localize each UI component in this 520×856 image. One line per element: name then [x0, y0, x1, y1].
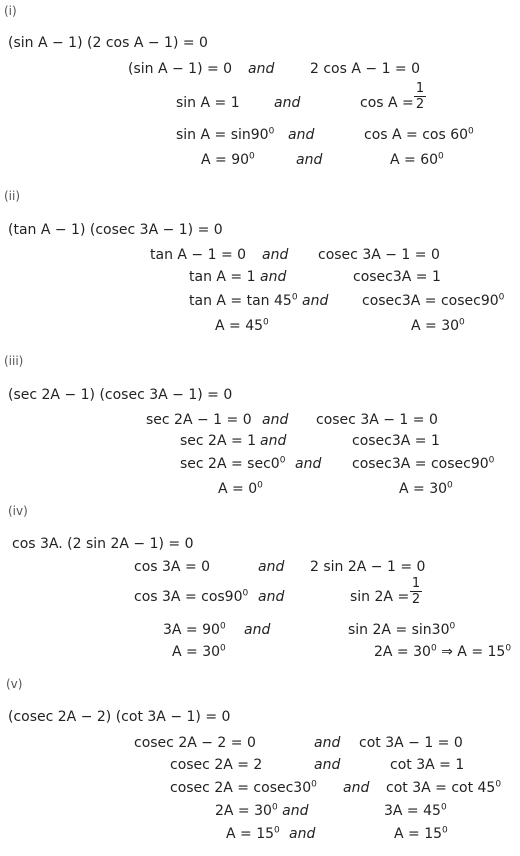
and-word: and [274, 95, 301, 111]
step-ii-right: cosec3A = 1 [353, 269, 441, 285]
step-ii-right: $cosec3A = cosec90^0$ [362, 292, 505, 309]
and-word: and [258, 559, 285, 575]
step-i-left: sin A = 1 [176, 95, 240, 111]
step-iii-left: sec 2A − 1 = 0 [146, 412, 252, 428]
and-word: and [296, 152, 323, 168]
step-i-right: 2 cos A − 1 = 0 [310, 61, 421, 77]
equation-i: (sin A − 1) (2 cos A − 1) = 0 [8, 35, 208, 51]
and-word: and [302, 293, 329, 309]
equation-ii: (tan A − 1) (cosec 3A − 1) = 0 [8, 222, 223, 238]
equation-iii: (sec 2A − 1) (cosec 3A − 1) = 0 [8, 387, 233, 403]
part-label-ii: (ii) [4, 189, 21, 203]
step-v-right: $\cot 3A = \cot 45^0$ [386, 779, 502, 796]
step-iv-right: sin 2A = [350, 589, 410, 605]
result-ii-left: $A = 45^0$ [215, 317, 269, 334]
step-iv-right: 2 sin 2A − 1 = 0 [310, 559, 426, 575]
step-v-left: $2A = 30^0$ and [215, 802, 309, 819]
step-v-left: cosec 2A = 2 [170, 757, 263, 773]
part-label-iii: (iii) [4, 354, 24, 368]
part-label-iv: (iv) [8, 504, 28, 518]
fraction-one-half: 1 2 [411, 576, 421, 607]
step-iv-right: $\sin 2A = \sin 30^0$ [348, 621, 456, 638]
step-iv-left: cos 3A = 0 [134, 559, 211, 575]
step-v-left: cosec $2A = cosec30^0$ [170, 779, 317, 796]
step-iii-right: cosec 3A − 1 = 0 [316, 412, 438, 428]
step-i-left: (sin A − 1) = 0 [128, 61, 233, 77]
result-iii-right: $A = 30^0$ [399, 480, 453, 497]
step-i-left: $\sin A = \sin 90^0$ [176, 126, 275, 143]
result-i-right: $A = 60^0$ [390, 151, 444, 168]
step-iii-right: $cosec3A = cosec90^0$ [352, 455, 495, 472]
step-i-right: $\cos A = \cos 60^0$ [364, 126, 474, 143]
step-ii-right: cosec 3A − 1 = 0 [318, 247, 440, 263]
step-iii-left: $\sec 2A = \sec 0^0$ [180, 455, 286, 472]
and-word: and [295, 456, 322, 472]
result-i-left: $A = 90^0$ [201, 151, 255, 168]
and-word: and [314, 757, 341, 773]
step-v-right: cot 3A = 1 [390, 757, 465, 773]
step-v-right: cot 3A − 1 = 0 [359, 735, 463, 751]
result-iv-left: $A = 30^0$ [172, 643, 226, 660]
fraction-one-half: 1 2 [415, 81, 425, 112]
step-iii-left: sec 2A = 1 [180, 433, 257, 449]
step-v-right: $3A = 45^0$ [384, 802, 447, 819]
step-iv-left: $3A = 90^0$ [163, 621, 226, 638]
and-word: and [260, 433, 287, 449]
equation-iv: cos 3A. (2 sin 2A − 1) = 0 [12, 536, 194, 552]
result-iii-left: $A = 0^0$ [218, 480, 263, 497]
step-iii-right: cosec3A = 1 [352, 433, 440, 449]
result-v-left: $A = 15^0$ [226, 825, 280, 842]
part-label-i: (i) [4, 4, 17, 18]
and-word: and [288, 127, 315, 143]
step-v-left: cosec 2A − 2 = 0 [134, 735, 256, 751]
equation-v: (cosec 2A − 2) (cot 3A − 1) = 0 [8, 709, 231, 725]
step-ii-left: tan A = 1 [189, 269, 256, 285]
step-iv-left: $\cos 3A = \cos 90^0$ [134, 588, 249, 605]
and-word: and [343, 780, 370, 796]
result-iv-right: $2A = 30^0$ ⇒ $A = 15^0$ [374, 643, 512, 660]
and-word: and [262, 412, 289, 428]
and-word: and [244, 622, 271, 638]
step-ii-left: $\tan A = \tan 45^0$ [189, 292, 298, 309]
result-v-right: $A = 15^0$ [394, 825, 448, 842]
and-word: and [262, 247, 289, 263]
and-word: and [289, 826, 316, 842]
step-i-right: cos A = [360, 95, 414, 111]
result-ii-right: $A = 30^0$ [411, 317, 465, 334]
step-ii-left: tan A − 1 = 0 [150, 247, 247, 263]
part-label-v: (v) [6, 677, 23, 691]
and-word: and [260, 269, 287, 285]
and-word: and [248, 61, 275, 77]
and-word: and [314, 735, 341, 751]
and-word: and [258, 589, 285, 605]
